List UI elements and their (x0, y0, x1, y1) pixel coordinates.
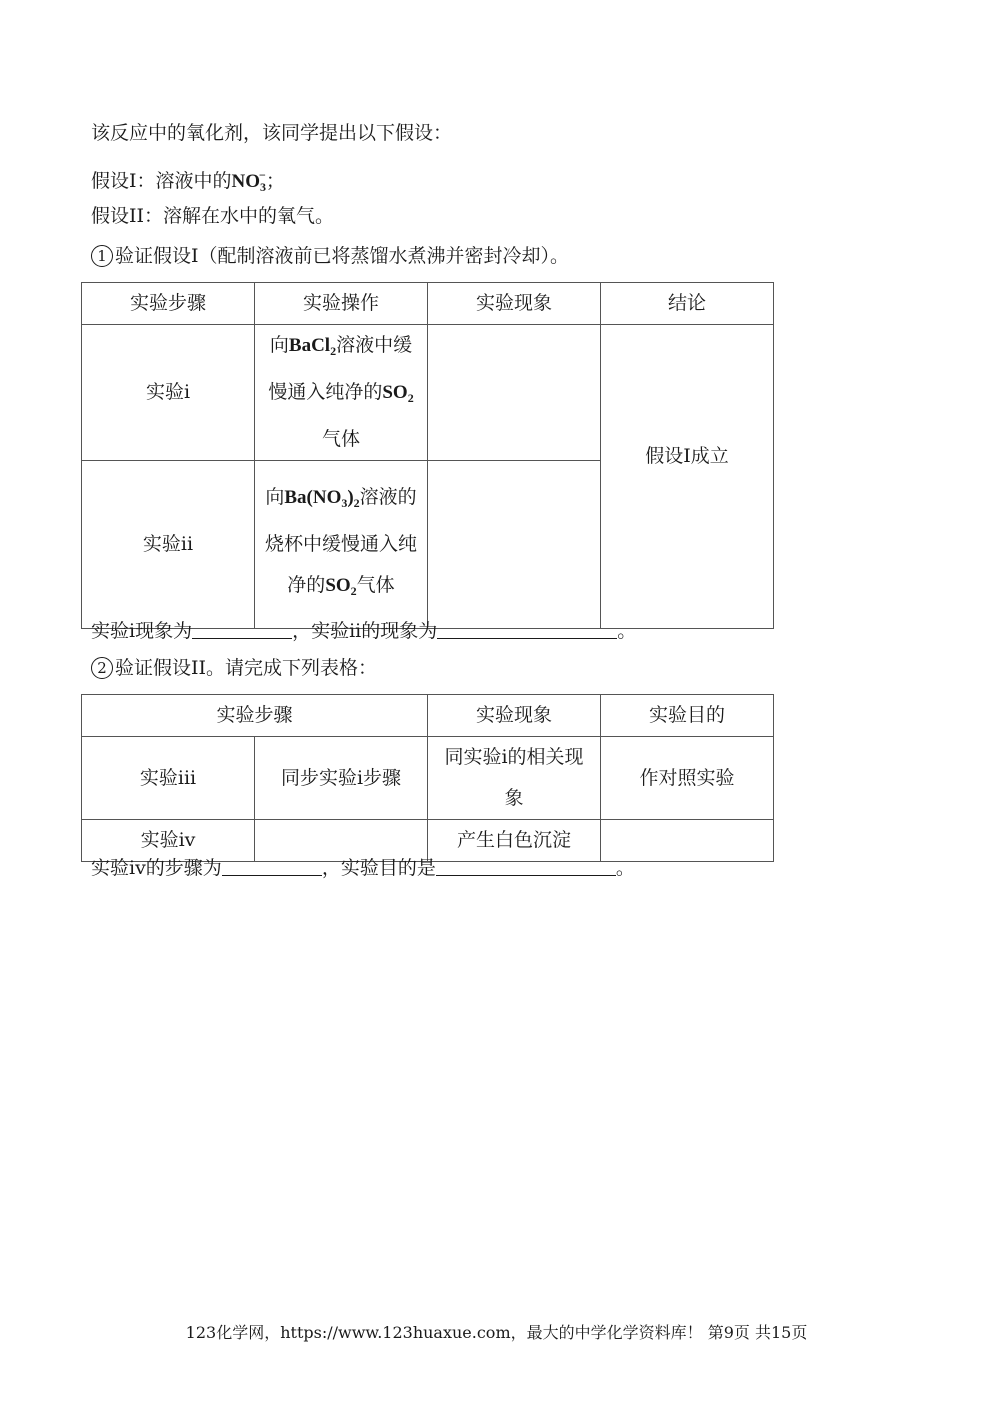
answer-line-2: 实验iv的步骤为 ，实验目的是 。 (91, 857, 635, 879)
table1-header-operation: 实验操作 (255, 283, 428, 325)
answer-line-1: 实验i现象为 ，实验ii的现象为 。 (91, 620, 637, 642)
table1-row1-operation: 向BaCl$_2$溶液中缓慢通入纯净的$SO_2$气体 (255, 325, 428, 461)
answer-blank-2[interactable] (437, 618, 617, 639)
table2-header-step: 实验步骤 (82, 695, 428, 737)
hypothesis-1: 假设I：溶液中的$NO_3^-$； (91, 168, 285, 194)
table1-row1-step: 实验i (82, 325, 255, 461)
part-2-text: 验证假设II。请完成下列表格： (115, 657, 378, 679)
answer-blank-1[interactable] (192, 618, 292, 639)
hypothesis-2-text: 假设II：溶解在水中的氧气。 (91, 205, 335, 227)
part-1-text: 验证假设I（配制溶液前已将蒸馏水煮沸并密封冷却）。 (115, 245, 570, 267)
table1-row2-step: 实验ii (82, 461, 255, 629)
nitrate-formula: $NO_3^-$ (231, 168, 267, 194)
table2-row1-purpose: 作对照实验 (601, 737, 774, 820)
verification-table-1 (81, 282, 774, 629)
table2-row2-phenomenon: 产生白色沉淀 (428, 820, 601, 862)
verification-table-2 (81, 694, 774, 862)
table2-row1-phenomenon: 同实验i的相关现象 (428, 737, 601, 820)
table1-conclusion: 假设I成立 (601, 325, 774, 629)
table1-header-conclusion: 结论 (601, 283, 774, 325)
answer-blank-3[interactable] (222, 855, 322, 876)
hypothesis-2 (91, 204, 334, 228)
table1-header-step: 实验步骤 (82, 283, 255, 325)
circled-number-2: 2 (91, 657, 113, 679)
answer-blank-4[interactable] (436, 855, 616, 876)
intro-line (91, 121, 452, 145)
circled-number-1: 1 (91, 245, 113, 267)
table1-row1-phenomenon (428, 325, 601, 461)
table1-row2-phenomenon (428, 461, 601, 629)
table2-header-purpose: 实验目的 (601, 695, 774, 737)
table1-row2-operation: 向$Ba(NO_3)_2$溶液的烧杯中缓慢通入纯净的$SO_2$气体 (255, 461, 428, 629)
hypothesis-1-text: 假设I：溶液中的 (91, 170, 232, 192)
page-footer: 123化学网，https://www.123huaxue.com，最大的中学化学资料库！ 第9页 共15页 (185, 1323, 808, 1342)
table2-row1-operation: 同步实验i步骤 (255, 737, 428, 820)
table2-row2-step: 实验iv (82, 820, 255, 862)
part-1-heading (91, 244, 569, 268)
intro-text: 该反应中的氧化剂，该同学提出以下假设： (91, 122, 453, 144)
part-2-heading (91, 656, 377, 680)
table2-row1-step: 实验iii (82, 737, 255, 820)
table2-header-phenomenon: 实验现象 (428, 695, 601, 737)
table1-header-phenomenon: 实验现象 (428, 283, 601, 325)
